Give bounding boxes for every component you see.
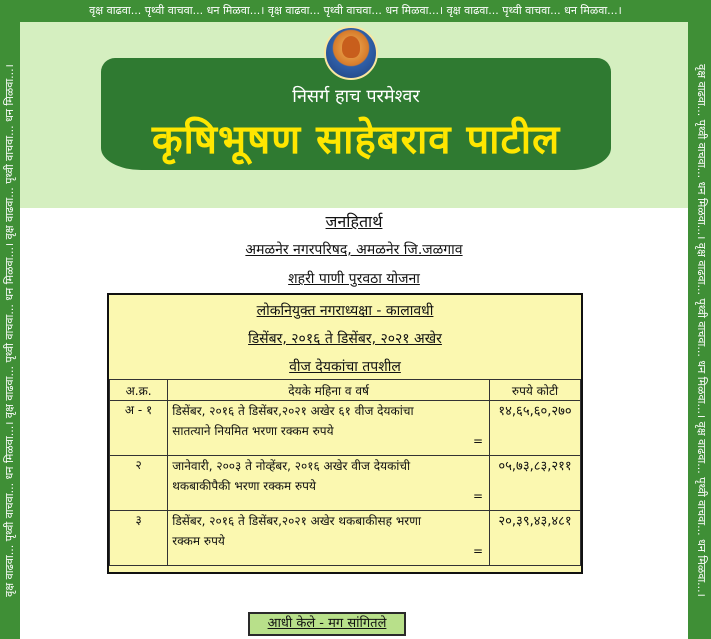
row-desc — [168, 401, 490, 456]
footer-motto: आधी केले - मग सांगितले — [248, 612, 406, 636]
row-amount: २०,३९,४३,४८१ — [490, 511, 581, 566]
details-box — [107, 293, 583, 574]
header-desc: देयके महिना व वर्ष — [168, 380, 490, 401]
row-desc — [168, 511, 490, 566]
row-amount: ०५,७३,८३,२११ — [490, 456, 581, 511]
portrait-figure — [342, 36, 360, 58]
table-row — [110, 511, 581, 566]
box-line-president: लोकनियुक्त नगराध्यक्षा - कालावधी — [256, 303, 434, 319]
bills-table — [109, 379, 581, 566]
intro-heading: जनहितार्थ — [325, 212, 383, 231]
header-amount: रुपये कोटी — [490, 380, 581, 401]
row-equals: = — [473, 544, 484, 558]
slogan-left-strip — [0, 22, 20, 639]
table-header-row — [110, 380, 581, 401]
slogan-top-strip: वृक्ष वाढवा... पृथ्वी वाचवा... धन मिळवा...। वृक्ष वाढवा... पृथ्वी वाचवा... धन मिळवा...। वृक्ष वाढवा... पृथ्वी वाचवा... धन मिळवा...। — [0, 0, 711, 22]
slogan-left-text: वृक्ष वाढवा... पृथ्वी वाचवा... धन मिळवा...। वृक्ष वाढवा... पृथ्वी वाचवा... धन मिळवा...। वृक्ष वाढवा... पृथ्वी वाचवा... धन मिळवा...। — [3, 64, 16, 597]
table-row — [110, 456, 581, 511]
box-line-period: डिसेंबर, २०१६ ते डिसेंबर, २०२१ अखेर — [248, 331, 442, 347]
banner-title: कृषिभूषण साहेबराव पाटील — [151, 117, 561, 163]
box-line-bills: वीज देयकांचा तपशील — [289, 359, 401, 375]
row-sr: अ - १ — [110, 401, 168, 456]
row-desc-line1: डिसेंबर, २०१६ ते डिसेंबर,२०२१ अखेर थकबाकीसह भरणा — [172, 514, 421, 528]
row-amount: १४,६५,६०,२७० — [490, 401, 581, 456]
row-desc — [168, 456, 490, 511]
row-desc-line2: सातत्याने नियमित भरणा रक्कम रुपये — [172, 424, 334, 438]
row-desc-line2: थकबाकीपैकी भरणा रक्कम रुपये — [172, 479, 316, 493]
banner-subtitle: निसर्ग हाच परमेश्वर — [292, 86, 420, 107]
intro-council: अमळनेर नगरपरिषद, अमळनेर जि.जळगाव — [245, 242, 463, 258]
intro-scheme: शहरी पाणी पुरवठा योजना — [288, 271, 420, 287]
row-desc-line1: डिसेंबर, २०१६ ते डिसेंबर,२०२१ अखेर ६१ वीज देयकांचा — [172, 404, 414, 418]
slogan-right-text: वृक्ष वाढवा... पृथ्वी वाचवा... धन मिळवा...। वृक्ष वाढवा... पृथ्वी वाचवा... धन मिळवा...। वृक्ष वाढवा... पृथ्वी वाचवा... धन मिळवा...। — [695, 64, 708, 597]
row-equals: = — [473, 489, 484, 503]
row-sr: ३ — [110, 511, 168, 566]
row-desc-line2: रक्कम रुपये — [172, 534, 225, 548]
row-equals: = — [473, 434, 484, 448]
header-sr: अ.क्र. — [110, 380, 168, 401]
row-desc-line1: जानेवारी, २००३ ते नोव्हेंबर, २०१६ अखेर वीज देयकांची — [172, 459, 411, 473]
swami-portrait-icon — [324, 26, 378, 80]
row-sr: २ — [110, 456, 168, 511]
slogan-right-strip — [691, 22, 711, 639]
table-row — [110, 401, 581, 456]
